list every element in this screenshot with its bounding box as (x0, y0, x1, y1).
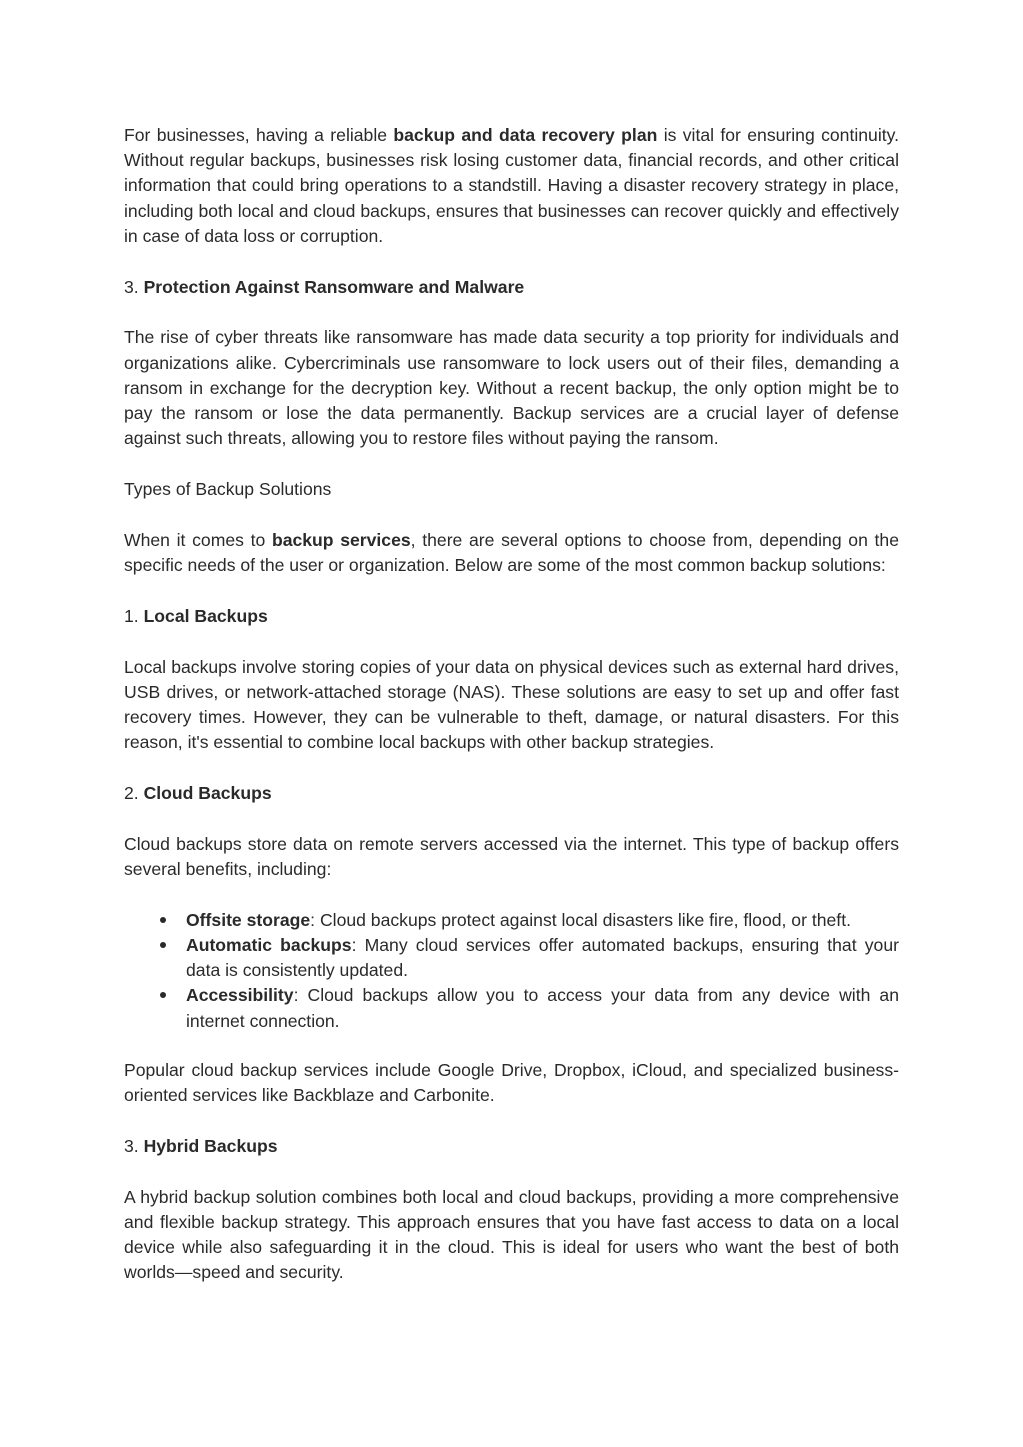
list-item: Offsite storage: Cloud backups protect against local disasters like fire, flood, or theft. (186, 908, 899, 933)
bullet-icon (158, 933, 168, 958)
heading-cloud-backups: 2. Cloud Backups (124, 783, 272, 804)
paragraph-hybrid-backups: A hybrid backup solution combines both local and cloud backups, providing a more comprehensive and flexible backup strategy. This approach ensures that you have fast access to data on a local device while also safeguarding it in the cloud. This is ideal for users who want the best of both worlds—speed and security. (124, 1186, 899, 1283)
heading-ransomware: 3. Protection Against Ransomware and Malware (124, 276, 525, 297)
heading-local-backups: 1. Local Backups (124, 605, 268, 626)
paragraph-backup-services: When it comes to backup services, there are several options to choose from, depending on the specific needs of the user or organization. Below are some of the most common backup solutions: (124, 529, 899, 576)
document-page (124, 123, 899, 1311)
bullet-icon (158, 983, 168, 1008)
paragraph-backup-plan: For businesses, having a reliable backup and data recovery plan is vital for ensuring continuity. Without regular backups, businesses risk losing customer data, financial records, and other critical information that could bring operations to a standstill. Having a disaster recovery strategy in place, including both local and cloud backups, ensures that businesses can recover quickly and effectively in case of data loss or corruption. (124, 125, 900, 246)
list-item: Accessibility: Cloud backups allow you to access your data from any device with an internet connection. (186, 983, 899, 1033)
paragraph-popular-services: Popular cloud backup services include Google Drive, Dropbox, iCloud, and specialized business-oriented services like Backblaze and Carbonite. (124, 1059, 899, 1106)
bold-backup-services: backup services (271, 529, 411, 550)
heading-hybrid-backups: 3. Hybrid Backups (124, 1135, 278, 1156)
benefits-list (124, 908, 899, 1034)
bold-backup-plan: backup and data recovery plan (393, 125, 658, 145)
paragraph-local-backups: Local backups involve storing copies of your data on physical devices such as external hard drives, USB drives, or network-attached storage (NAS). These solutions are easy to set up and offer fast recovery times. However, they can be vulnerable to theft, damage, or natural disasters. For this reason, it's essential to combine local backups with other backup strategies. (124, 656, 899, 753)
list-item: Automatic backups: Many cloud services offer automated backups, ensuring that your data is consistently updated. (186, 933, 899, 983)
heading-types: Types of Backup Solutions (124, 479, 332, 500)
paragraph-cloud-backups: Cloud backups store data on remote servers accessed via the internet. This type of backup offers several benefits, including: (124, 833, 899, 880)
paragraph-ransomware: The rise of cyber threats like ransomware has made data security a top priority for individuals and organizations alike. Cybercriminals use ransomware to lock users out of their files, demanding a ransom in exchange for the decryption key. Without a recent backup, the only option might be to pay the ransom or lose the data permanently. Backup services are a crucial layer of defense against such threats, allowing you to restore files without paying the ransom. (124, 327, 899, 449)
bullet-icon (158, 908, 168, 933)
